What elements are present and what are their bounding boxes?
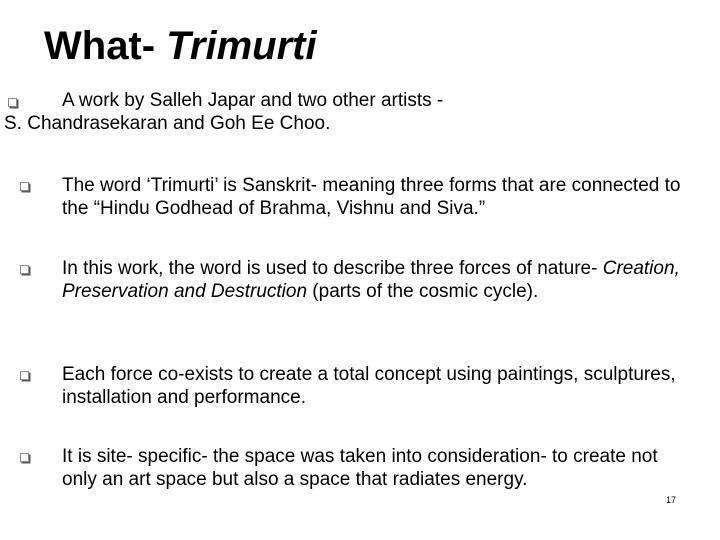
slide-title [44,22,317,70]
slide-title-main: What- [44,24,167,68]
square-bullet-icon [20,265,29,274]
bullet-item-2 [62,258,702,303]
intro-paragraph [4,90,684,135]
bullet-item-4: It is site- specific- the space was taken into consideration- to create not only an art space but also a space that radiates energy. [62,446,658,490]
bullet-item-1: The word ‘Trimurti’ is Sanskrit- meaning three forms that are connected to the “Hindu Godhead of Brahma, Vishnu and Siva.” [62,175,681,219]
bullet-2-text-end: (parts of the cosmic cycle). [307,280,539,302]
slide-title-italic: Trimurti [166,24,317,68]
square-bullet-icon [20,182,29,191]
slide-number: 17 [666,495,677,505]
bullet-item-3: Each force co-exists to create a total concept using paintings, sculptures, installation and performance. [62,364,676,408]
square-bullet-icon [20,371,29,380]
bullet-2-text: In this work, the word is used to describe three forces of nature- [62,258,598,279]
square-bullet-icon [20,453,29,462]
intro-line-2: S. Chandrasekaran and Goh Ee Choo. [4,112,331,134]
bullet-2-italic-text: Creation, Preservation and Destruction [62,258,680,302]
intro-line-1: A work by Salleh Japar and two other artists - [62,90,444,111]
